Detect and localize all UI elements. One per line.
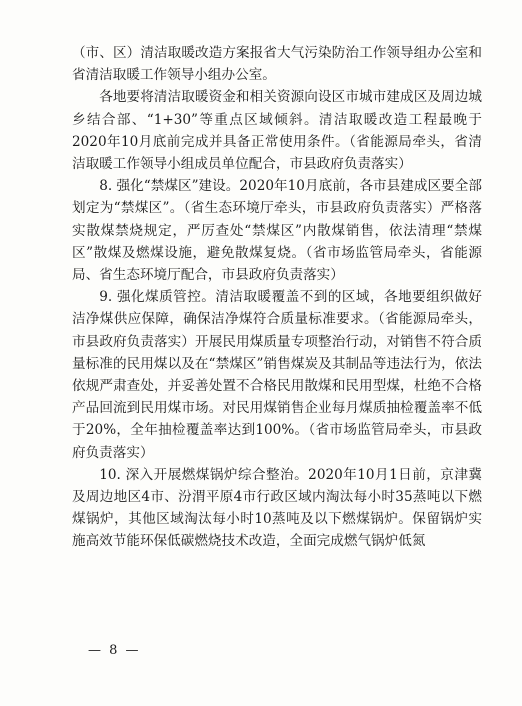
paragraph-clean-heating-funds: 各地要将清洁取暖资金和相关资源向设区市城市建成区及周边城乡结合部、“1+30”等重点区域倾斜。清洁取暖改造工程最晚于2020年10月底前完成并具备正常使用条件。（省能源局牵头，省清洁取暖工作领导小组成员单位配合，市县政府负责落实） (72, 89, 482, 173)
paragraph-item-9-coal-quality: 9. 强化煤质管控。清洁取暖覆盖不到的区域，各地要组织做好洁净煤供应保障，确保洁净煤符合质量标准要求。（省能源局牵头，市县政府负责落实）开展民用煤质量专项整治行动，对销售不符合质量标准的民用煤以及在“禁煤区”销售煤炭及其制品等违法行为，依法依规严肃查处，并妥善处置不合格民用散煤和民用型煤，杜绝不合格产品回流到民用煤市场。对民用煤销售企业每月煤质抽检覆盖率不低于20%，全年抽检覆盖率达到100%。（省市场监管局牵头，市县政府负责落实） (72, 289, 482, 461)
paragraph-item-8-coal-ban-zone: 8. 强化“禁煤区”建设。2020年10月底前，各市县建成区要全部划定为“禁煤区”。（省生态环境厅牵头，市县政府负责落实）严格落实散煤禁烧规定，严厉查处“禁煤区”内散煤销售，依法清理“禁煤区”散煤及燃煤设施，避免散煤复烧。（省市场监管局牵头，省能源局、省生态环境厅配合，市县政府负责落实） (72, 178, 482, 284)
page-number: — 8 — (88, 643, 141, 658)
document-body (72, 42, 482, 553)
paragraph-item-10-boiler-rectification: 10. 深入开展燃煤锅炉综合整治。2020年10月1日前，京津冀及周边地区4市、汾渭平原4市行政区域内淘汰每小时35蒸吨以下燃煤锅炉，其他区域淘汰每小时10蒸吨及以下燃煤锅炉。保留锅炉实施高效节能环保低碳燃烧技术改造，全面完成燃气锅炉低氮 (72, 466, 482, 550)
paragraph-continuation: （市、区）清洁取暖改造方案报省大气污染防治工作领导组办公室和省清洁取暖工作领导小组办公室。 (72, 45, 482, 84)
